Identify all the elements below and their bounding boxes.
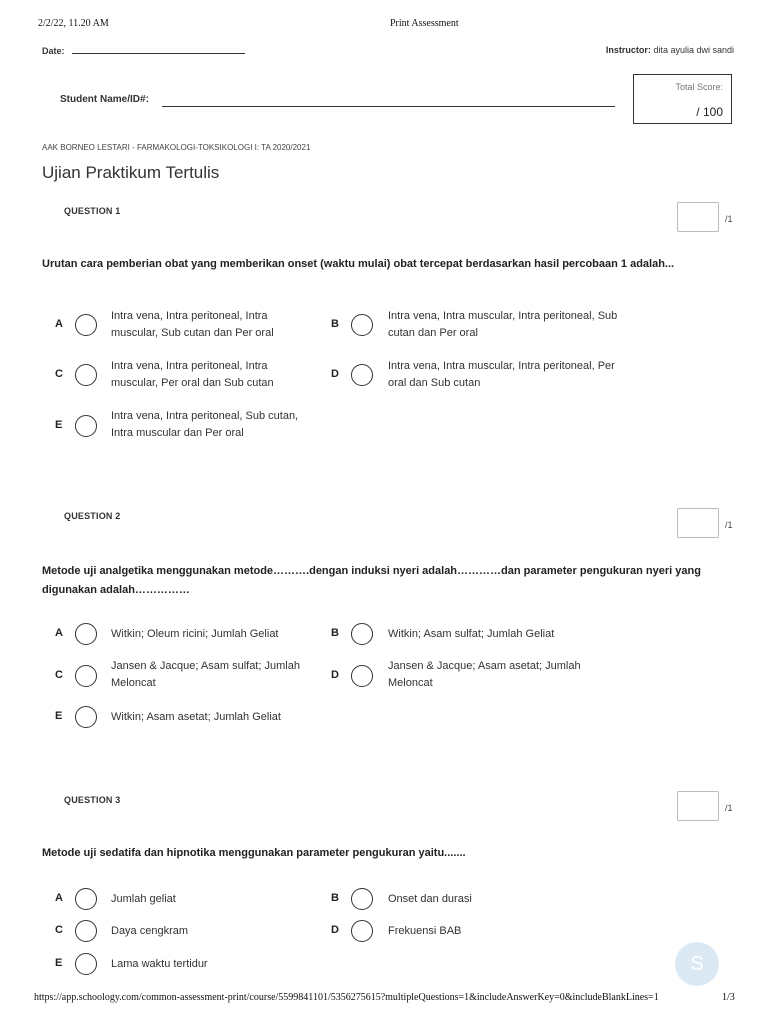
q3-option-c-text: Daya cengkram	[111, 925, 189, 937]
q2-option-c-letter: C	[55, 669, 63, 681]
q3-option-c-radio[interactable]	[75, 920, 97, 942]
q2-option-a-radio[interactable]	[75, 623, 97, 645]
q3-option-e-letter: E	[55, 957, 63, 969]
question-1-text: Urutan cara pemberian obat yang memberikan onset (waktu mulai) obat tercepat berdasarkan hasil percobaan 1 adalah...	[42, 258, 675, 270]
question-1-points-input[interactable]	[677, 202, 719, 232]
print-page-number: 1/3	[722, 992, 735, 1003]
q1-option-a-text: Intra vena, Intra peritoneal, Intra muscular, Sub cutan dan Per oral	[111, 310, 274, 339]
question-1-points: /1	[725, 214, 733, 224]
q2-option-b-text: Witkin; Asam sulfat; Jumlah Geliat	[388, 628, 555, 640]
date-label: Date:	[42, 46, 65, 56]
question-3-text: Metode uji sedatifa dan hipnotika menggunakan parameter pengukuran yaitu.......	[42, 847, 466, 859]
q3-option-d-text: Frekuensi BAB	[388, 925, 462, 937]
q3-option-a-text: Jumlah geliat	[111, 893, 176, 905]
print-title: Print Assessment	[390, 18, 459, 29]
student-label: Student Name/ID#:	[60, 94, 149, 105]
page-title: Ujian Praktikum Tertulis	[42, 163, 220, 182]
q1-option-d-letter: D	[331, 368, 339, 380]
q1-option-c-text: Intra vena, Intra peritoneal, Intra muscular, Per oral dan Sub cutan	[111, 360, 274, 389]
date-line	[72, 53, 245, 54]
course-name: AAK BORNEO LESTARI - FARMAKOLOGI-TOKSIKOLOGI I: TA 2020/2021	[42, 143, 311, 152]
q2-option-b-letter: B	[331, 627, 339, 639]
instructor-name: dita ayulia dwi sandi	[653, 45, 734, 55]
q2-option-c-text: Jansen & Jacque; Asam sulfat; Jumlah Meloncat	[111, 660, 300, 689]
q3-option-a-radio[interactable]	[75, 888, 97, 910]
total-score-label: Total Score:	[675, 82, 723, 92]
question-2-text: Metode uji analgetika menggunakan metode……….dengan induksi nyeri adalah…………dan parameter pengukuran nyeri yang digunakan adalah……………	[42, 565, 701, 596]
question-3-label: QUESTION 3	[64, 795, 121, 805]
q2-option-d-text: Jansen & Jacque; Asam asetat; Jumlah Meloncat	[388, 660, 581, 689]
instructor-label: Instructor:	[605, 45, 651, 55]
total-score-value: / 100	[696, 105, 723, 119]
q2-option-d-radio[interactable]	[351, 665, 373, 687]
q3-option-a-letter: A	[55, 892, 63, 904]
q2-option-e-letter: E	[55, 710, 63, 722]
question-3-points: /1	[725, 803, 733, 813]
schoology-help-button[interactable]	[675, 942, 719, 986]
total-score-box	[633, 74, 732, 124]
question-1-label: QUESTION 1	[64, 206, 121, 216]
q3-option-b-radio[interactable]	[351, 888, 373, 910]
instructor-info	[606, 45, 734, 55]
question-2-points-input[interactable]	[677, 508, 719, 538]
q1-option-c-letter: C	[55, 368, 63, 380]
q1-option-c-radio[interactable]	[75, 364, 97, 386]
question-3-points-input[interactable]	[677, 791, 719, 821]
q3-option-b-text: Onset dan durasi	[388, 893, 472, 905]
q2-option-c-radio[interactable]	[75, 665, 97, 687]
q1-option-d-text: Intra vena, Intra muscular, Intra peritoneal, Per oral dan Sub cutan	[388, 360, 615, 389]
q1-option-e-letter: E	[55, 419, 63, 431]
q1-option-a-letter: A	[55, 318, 63, 330]
q2-option-e-radio[interactable]	[75, 706, 97, 728]
q2-option-b-radio[interactable]	[351, 623, 373, 645]
q3-option-d-radio[interactable]	[351, 920, 373, 942]
question-2-label: QUESTION 2	[64, 511, 121, 521]
print-url: https://app.schoology.com/common-assessment-print/course/5599841101/5356275615?multipleQuestions=1&includeAnswerKey=0&includeBlankLines=1	[34, 992, 659, 1003]
q1-option-a-radio[interactable]	[75, 314, 97, 336]
q3-option-b-letter: B	[331, 892, 339, 904]
q1-option-e-radio[interactable]	[75, 415, 97, 437]
q1-option-b-letter: B	[331, 318, 339, 330]
q1-option-e-text: Intra vena, Intra peritoneal, Sub cutan, Intra muscular dan Per oral	[111, 410, 299, 439]
print-datetime: 2/2/22, 11.20 AM	[38, 18, 109, 29]
q1-option-b-radio[interactable]	[351, 314, 373, 336]
q2-option-a-letter: A	[55, 627, 63, 639]
q1-option-b-text: Intra vena, Intra muscular, Intra peritoneal, Sub cutan dan Per oral	[388, 310, 618, 339]
q2-option-d-letter: D	[331, 669, 339, 681]
q3-option-c-letter: C	[55, 924, 63, 936]
q2-option-a-text: Witkin; Oleum ricini; Jumlah Geliat	[111, 628, 279, 640]
q2-option-e-text: Witkin; Asam asetat; Jumlah Geliat	[111, 711, 281, 723]
question-2-points: /1	[725, 520, 733, 530]
q3-option-e-text: Lama waktu tertidur	[111, 958, 208, 970]
q3-option-e-radio[interactable]	[75, 953, 97, 975]
student-line	[162, 106, 615, 107]
q3-option-d-letter: D	[331, 924, 339, 936]
q1-option-d-radio[interactable]	[351, 364, 373, 386]
schoology-s-icon: S	[690, 952, 704, 975]
